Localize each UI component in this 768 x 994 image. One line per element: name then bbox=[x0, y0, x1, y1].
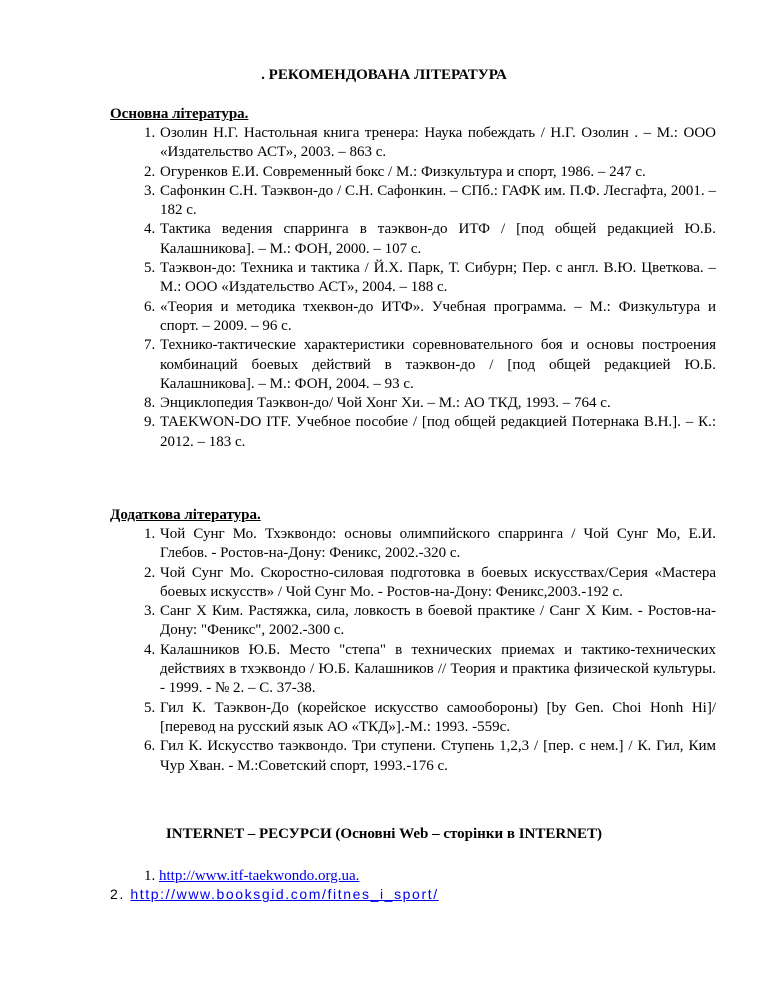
itf-taekwondo-link[interactable]: http://www.itf-taekwondo.org.ua. bbox=[159, 868, 360, 884]
list-item: 5. Гил К. Таэквон-До (корейское искусство самообороны) [by Gen. Choi Honh Hi]/ [перевод на русский язык АО «ТКД»].-М.: 1993. -559с. bbox=[144, 699, 716, 735]
list-item: 3. Сафонкин С.Н. Таэквон-до / С.Н. Сафонкин. – СПб.: ГАФК им. П.Ф. Лесгафта, 2001. – 182 с. bbox=[144, 182, 716, 219]
main-literature-heading: Основна література. bbox=[110, 106, 249, 122]
list-item: 2. Огуренков Е.И. Современный бокс / М.: Физкультура и спорт, 1986. – 247 с. bbox=[144, 163, 646, 180]
list-item: 6. Гил К. Искусство таэквондо. Три ступени. Ступень 1,2,3 / [пер. с нем.] / К. Гил, Ким Чур Хван. - М.:Советский спорт, 1993.-176 с. bbox=[144, 738, 716, 774]
list-item: 1. Озолин Н.Г. Настольная книга тренера: Наука побеждать / Н.Г. Озолин . – М.: ООО «Издательство АСТ», 2003. – 863 с. bbox=[144, 125, 716, 161]
list-item: 4. Калашников Ю.Б. Место "степа" в технических приемах и тактико-технических действиях в тхэквондо / Ю.Б. Калашников // Теория и практика физической культуры. - 1999. - № 2. – С. 37-38. bbox=[144, 641, 716, 697]
list-item: 2. Чой Сунг Мо. Скоростно-силовая подготовка в боевых искусствах/Серия «Мастера боевых искусств» / Чой Сунг Мо. - Ростов-на-Дону: Феникс,2003.-192 с. bbox=[144, 564, 716, 600]
list-item: 9. TAEKWON-DO ITF. Учебное пособие / [под общей редакцией Потернака В.Н.]. – К.: 2012. – 183 с. bbox=[144, 414, 716, 450]
booksgid-link[interactable]: http://www.booksgid.com/fitnes_i_sport/ bbox=[130, 886, 439, 902]
list-item: 8. Энциклопедия Таэквон-до/ Чой Хонг Хи. – М.: АО ТКД, 1993. – 764 с. bbox=[144, 395, 611, 412]
list-item: 7. Технико-тактические характеристики соревновательного боя и основы построения комбинаций боевых действий в таэквон-до / [под общей редакцией Ю.Б. Калашникова]. – М.: ФОН, 2004. – 93 с. bbox=[144, 337, 716, 392]
list-item: 4. Тактика ведения спарринга в таэквон-до ИТФ / [под общей редакцией Ю.Б. Калашникова]. – М.: ФОН, 2000. – 107 с. bbox=[144, 221, 716, 257]
additional-literature-list bbox=[110, 525, 716, 776]
additional-literature-heading: Додаткова література. bbox=[110, 507, 261, 523]
main-literature-list bbox=[110, 124, 716, 452]
list-item: 3. Санг Х Ким. Растяжка, сила, ловкость в боевой практике / Санг Х Ким. - Ростов-на-Дону: "Феникс", 2002.-300 с. bbox=[144, 603, 716, 639]
internet-resources-heading: INTERNET – РЕСУРСИ (Основні Web – сторінки в INTERNET) bbox=[165, 826, 603, 842]
page-title: . РЕКОМЕНДОВАНА ЛІТЕРАТУРА bbox=[261, 67, 507, 83]
link-item: 1. http://www.itf-taekwondo.org.ua. bbox=[144, 868, 360, 884]
list-item: 1. Чой Сунг Мо. Тхэквондо: основы олимпийского спарринга / Чой Сунг Мо, Е.И. Глебов. - Ростов-на-Дону: Феникс, 2002.-320 с. bbox=[144, 526, 716, 562]
list-item: 6. «Теория и методика тхеквон-до ИТФ». Учебная программа. – М.: Физкультура и спорт. – 2009. – 96 с. bbox=[144, 298, 716, 334]
link-item: 2. http://www.booksgid.com/fitnes_i_sport/ bbox=[110, 886, 439, 902]
list-item: 5. Таэквон-до: Техника и тактика / Й.Х. Парк, Т. Сибурн; Пер. с англ. В.Ю. Цветкова. – М.: ООО «Издательство АСТ», 2004. – 188 с. bbox=[144, 260, 716, 296]
